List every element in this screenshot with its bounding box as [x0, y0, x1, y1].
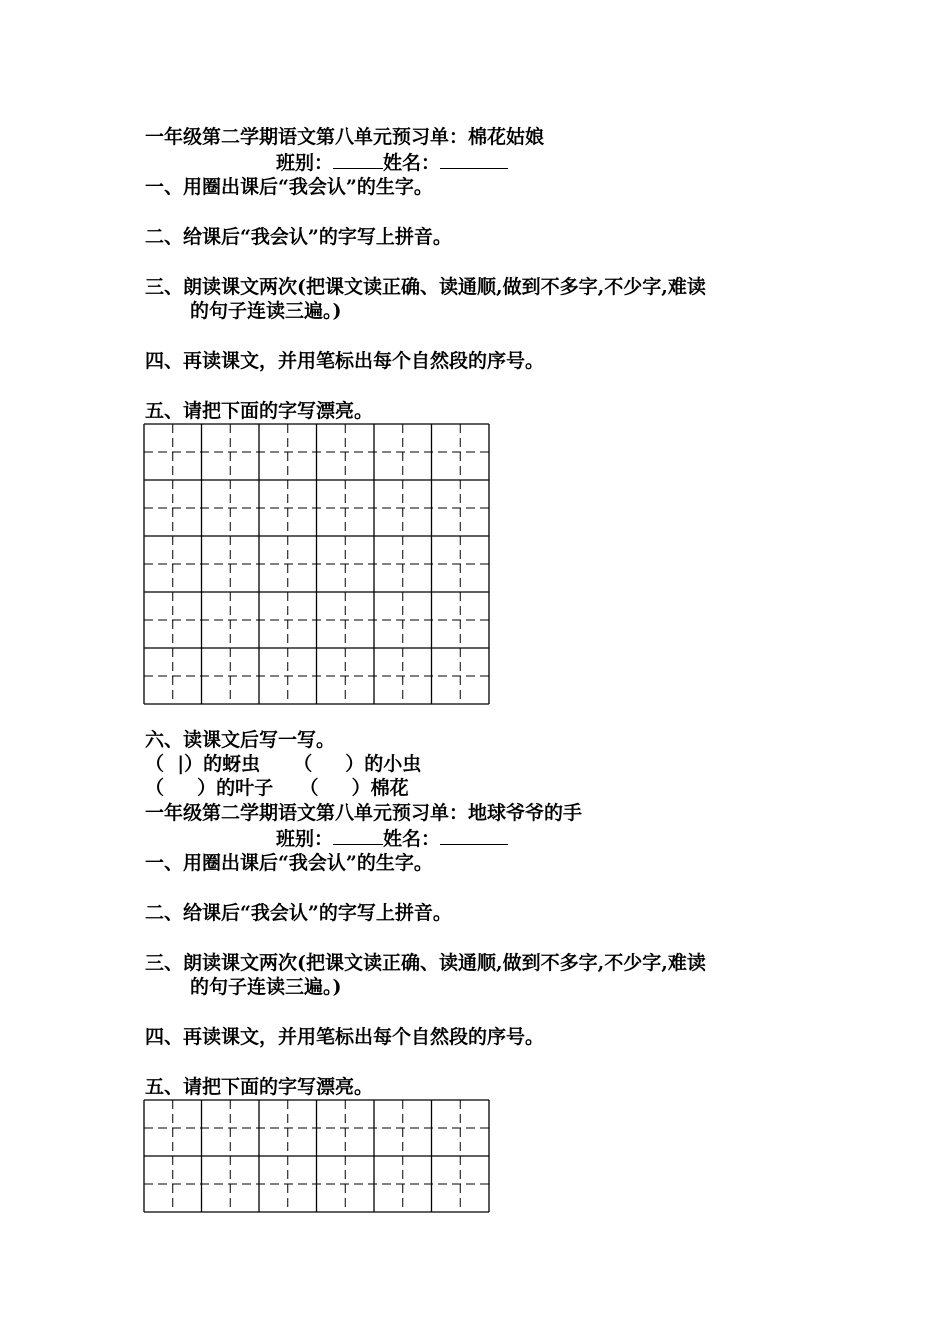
class-label: 班别：	[276, 152, 334, 174]
question-6-heading: 六、读课文后写一写。	[145, 729, 336, 751]
sheet1-question-4: 四、再读课文，并用笔标出每个自然段的序号。	[145, 350, 545, 372]
sheet1-class-name-line	[276, 150, 508, 175]
name-blank[interactable]	[440, 150, 508, 169]
sheet1-question-3-line1: 三、朗读课文两次(把课文读正确、读通顺,做到不多字,不少字,难读	[145, 276, 706, 298]
sheet1-question-5: 五、请把下面的字写漂亮。	[145, 400, 374, 422]
sheet1-question-3-line2: 的句子连读三遍。)	[190, 300, 342, 322]
grid-svg	[143, 1099, 490, 1213]
sheet2-class-name-line	[276, 826, 508, 851]
name-label: 姓名：	[383, 828, 441, 850]
class-blank[interactable]	[333, 826, 383, 845]
sheet1-question-2: 二、给课后“我会认”的字写上拼音。	[145, 226, 452, 248]
sheet2-question-2: 二、给课后“我会认”的字写上拼音。	[145, 902, 452, 924]
class-blank[interactable]	[333, 150, 383, 169]
sheet2-title: 一年级第二学期语文第八单元预习单：地球爷爷的手	[145, 802, 583, 824]
sheet2-question-4: 四、再读课文，并用笔标出每个自然段的序号。	[145, 1026, 545, 1048]
sheet2-question-5: 五、请把下面的字写漂亮。	[145, 1076, 374, 1098]
question-6-row-2: （ ）的叶子 （ ）棉花	[145, 777, 409, 799]
question-6-row-1: （ |）的蚜虫 （ ）的小虫	[145, 753, 422, 775]
sheet2-question-1: 一、用圈出课后“我会认”的生字。	[145, 852, 433, 874]
sheet1-writing-grid[interactable]	[143, 423, 490, 705]
sheet2-writing-grid[interactable]	[143, 1099, 490, 1213]
grid-svg	[143, 423, 490, 705]
name-blank[interactable]	[440, 826, 508, 845]
sheet1-question-1: 一、用圈出课后“我会认”的生字。	[145, 176, 433, 198]
sheet1-title: 一年级第二学期语文第八单元预习单：棉花姑娘	[145, 126, 545, 148]
sheet2-question-3-line2: 的句子连读三遍。)	[190, 976, 342, 998]
name-label: 姓名：	[383, 152, 441, 174]
class-label: 班别：	[276, 828, 334, 850]
sheet2-question-3-line1: 三、朗读课文两次(把课文读正确、读通顺,做到不多字,不少字,难读	[145, 952, 706, 974]
